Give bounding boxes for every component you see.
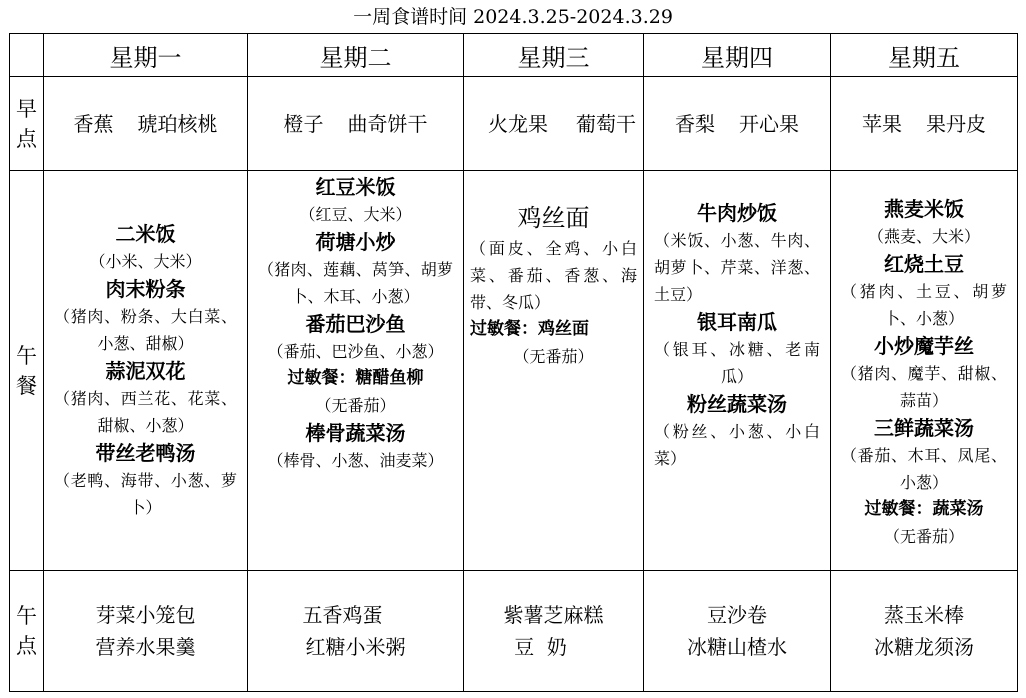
snack-item: 红糖小米粥	[305, 635, 406, 659]
afternoon-wed	[464, 571, 644, 692]
lunch-fri	[831, 171, 1018, 571]
dish-ingredients: （小米、大米）	[89, 252, 202, 271]
dish-ingredients: （番茄、巴沙鱼、小葱）	[267, 342, 444, 361]
breakfast-item: 果丹皮	[926, 111, 986, 136]
snack-item: 芽菜小笼包	[95, 603, 196, 627]
menu-title: 一周食谱时间 2024.3.25-2024.3.29	[353, 6, 673, 28]
lunch-mon	[44, 171, 248, 571]
dish-name: 棒骨蔬菜汤	[305, 421, 406, 445]
dish-ingredients: （猪肉、土豆、胡萝卜、小葱）	[841, 282, 1007, 328]
header-row	[10, 34, 1018, 77]
dish-ingredients: （面皮、全鸡、小白菜、番茄、香葱、海带、冬瓜）	[470, 239, 637, 312]
dish-name: 带丝老鸭汤	[95, 441, 196, 465]
afternoon-row	[10, 571, 1018, 692]
dish-ingredients: （猪肉、魔芋、甜椒、蒜苗）	[841, 364, 1007, 410]
breakfast-item: 开心果	[739, 111, 799, 136]
dish-name: 二米饭	[115, 222, 176, 246]
day-header-mon: 星期一	[44, 34, 248, 77]
row-label-breakfast: 早点	[10, 77, 44, 171]
snack-item: 豆沙卷	[707, 603, 767, 627]
day-header-fri: 星期五	[831, 34, 1018, 77]
breakfast-fri	[831, 77, 1018, 171]
lunch-tue	[248, 171, 464, 571]
corner-cell	[10, 34, 44, 77]
afternoon-thu	[644, 571, 831, 692]
dish-name: 红豆米饭	[315, 175, 396, 199]
dish-ingredients: （银耳、冰糖、老南瓜）	[654, 340, 820, 386]
afternoon-mon	[44, 571, 248, 692]
allergy-meal: 过敏餐：鸡丝面	[470, 319, 589, 339]
dish-ingredients: （猪肉、莲藕、莴笋、胡萝卜、木耳、小葱）	[258, 260, 453, 306]
dish-name: 番茄巴沙鱼	[305, 312, 406, 336]
dish-name: 牛肉炒饭	[697, 201, 777, 225]
breakfast-item: 香梨	[675, 111, 715, 136]
day-header-tue: 星期二	[248, 34, 464, 77]
breakfast-item: 琥珀核桃	[137, 111, 218, 136]
day-header-thu: 星期四	[644, 34, 831, 77]
row-label-afternoon: 午点	[10, 571, 44, 692]
breakfast-wed	[464, 77, 644, 171]
allergy-note: （无番茄）	[315, 396, 396, 415]
afternoon-tue	[248, 571, 464, 692]
lunch-row	[10, 171, 1018, 571]
dish-ingredients: （猪肉、粉条、大白菜、小葱、甜椒）	[54, 307, 237, 353]
dish-ingredients: （棒骨、小葱、油麦菜）	[267, 451, 444, 470]
snack-item: 豆 奶	[514, 635, 567, 659]
dish-ingredients: （米饭、小葱、牛肉、胡萝卜、芹菜、洋葱、土豆）	[654, 231, 820, 304]
dish-name: 鸡丝面	[517, 204, 590, 232]
snack-item: 五香鸡蛋	[302, 603, 383, 627]
dish-name: 燕麦米饭	[884, 197, 964, 221]
allergy-meal: 过敏餐：糖醋鱼柳	[287, 368, 424, 388]
dish-ingredients: （粉丝、小葱、小白菜）	[654, 422, 820, 468]
dish-ingredients: （红豆、大米）	[299, 205, 412, 224]
snack-item: 紫薯芝麻糕	[503, 603, 604, 627]
snack-item: 冰糖龙须汤	[874, 635, 974, 659]
dish-name: 银耳南瓜	[697, 310, 777, 334]
lunch-thu	[644, 171, 831, 571]
dish-name: 粉丝蔬菜汤	[687, 392, 787, 416]
dish-name: 三鲜蔬菜汤	[874, 416, 974, 440]
dish-name: 荷塘小炒	[315, 230, 396, 254]
breakfast-item: 香蕉	[73, 111, 114, 136]
snack-item: 营养水果羹	[95, 635, 196, 659]
breakfast-item: 曲奇饼干	[347, 111, 428, 136]
dish-name: 小炒魔芋丝	[874, 334, 974, 358]
afternoon-fri	[831, 571, 1018, 692]
dish-ingredients: （老鸭、海带、小葱、萝卜）	[54, 471, 237, 517]
row-label-lunch: 午餐	[10, 171, 44, 571]
dish-name: 肉末粉条	[105, 277, 186, 301]
dish-name: 红烧土豆	[884, 252, 964, 276]
breakfast-tue	[248, 77, 464, 171]
dish-ingredients: （燕麦、大米）	[867, 227, 980, 246]
snack-item: 蒸玉米棒	[884, 603, 964, 627]
breakfast-item: 葡萄干	[576, 111, 636, 136]
allergy-note: （无番茄）	[513, 347, 594, 366]
breakfast-thu	[644, 77, 831, 171]
breakfast-item: 苹果	[862, 111, 902, 136]
breakfast-mon	[44, 77, 248, 171]
breakfast-item: 火龙果	[488, 111, 548, 136]
lunch-wed	[464, 171, 644, 571]
dish-ingredients: （番茄、木耳、凤尾、小葱）	[841, 446, 1007, 492]
breakfast-item: 橙子	[283, 111, 324, 136]
allergy-meal: 过敏餐：蔬菜汤	[864, 499, 984, 519]
dish-name: 蒜泥双花	[105, 359, 186, 383]
snack-item: 冰糖山楂水	[687, 635, 787, 659]
weekly-menu-table	[9, 33, 1018, 692]
allergy-note: （无番茄）	[883, 527, 964, 546]
dish-ingredients: （猪肉、西兰花、花菜、甜椒、小葱）	[54, 389, 237, 435]
day-header-wed: 星期三	[464, 34, 644, 77]
breakfast-row	[10, 77, 1018, 171]
